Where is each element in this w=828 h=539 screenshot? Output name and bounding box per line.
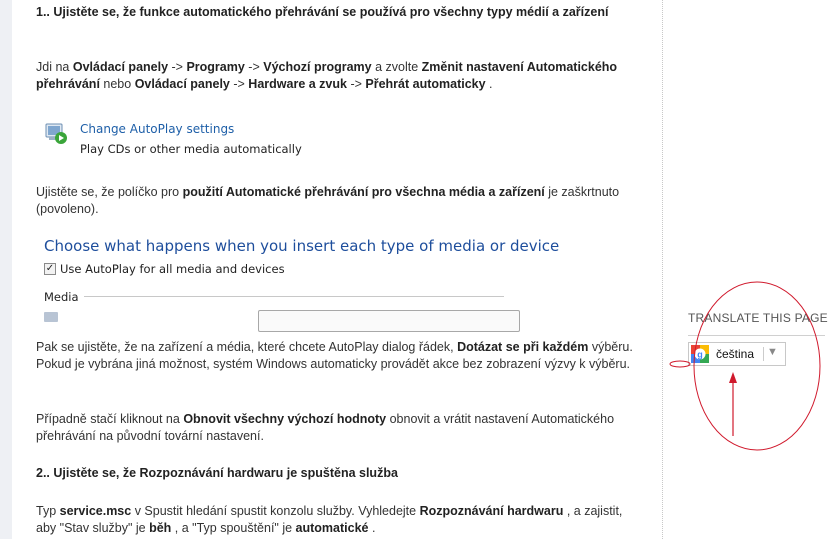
use-autoplay-checkbox[interactable]: ✓ — [45, 263, 55, 274]
selected-language: čeština — [716, 347, 755, 361]
autoplay-dialog-title: Choose what happens when you insert each type of media or device — [44, 237, 560, 255]
paragraph-5: Typ service.msc v Spustit hledání spustit konzolu služby. Vyhledejte Rozpoznávání hardwaru , a zajistit, aby "Stav služby" je běh , a "Typ spouštění" je automatické . — [36, 504, 623, 535]
paragraph-2: Ujistěte se, že políčko pro použití Automatické přehrávání pro všechna média a zařízení je zaškrtnuto (povoleno). — [36, 185, 620, 216]
svg-text:g: g — [697, 349, 703, 360]
paragraph-3: Pak se ujistěte, že na zařízení a média, které chcete AutoPlay dialog řádek, Dotázat se při každém výběru. Pokud je vybrána jiná možnost, systém Windows automaticky provádět akce bez zobrazení výzvy k výběru. — [36, 340, 633, 371]
change-autoplay-settings-link[interactable]: Change AutoPlay settings — [80, 122, 235, 136]
paragraph-4: Případně stačí kliknout na Obnovit všechny výchozí hodnoty obnovit a vrátit nastavení Automatického přehrávání na původní tovární nastavení. — [36, 412, 615, 443]
translate-widget-title: TRANSLATE THIS PAGE — [688, 311, 828, 325]
annotation-small-ellipse — [670, 361, 690, 367]
section-heading-1: 1.. Ujistěte se, že funkce automatického přehrávání se používá pro všechny typy médií a zařízení — [36, 5, 609, 19]
media-section-label: Media — [44, 290, 79, 304]
paragraph-1: Jdi na Ovládací panely -> Programy -> Výchozí programy a zvolte Změnit nastavení Automatického přehrávání nebo Ovládací panely -> Hardware a zvuk -> Přehrát automaticky . — [36, 60, 618, 91]
annotation-arrow-head — [729, 372, 737, 383]
section-heading-2: 2.. Ujistěte se, že Rozpoznávání hardwaru je spuštěna služba — [36, 466, 398, 480]
autoplay-description: Play CDs or other media automatically — [80, 142, 302, 156]
dropdown-arrow-icon: ▼ — [767, 346, 778, 358]
use-autoplay-checkbox-label: Use AutoPlay for all media and devices — [60, 262, 285, 276]
annotation-circle — [694, 282, 820, 450]
